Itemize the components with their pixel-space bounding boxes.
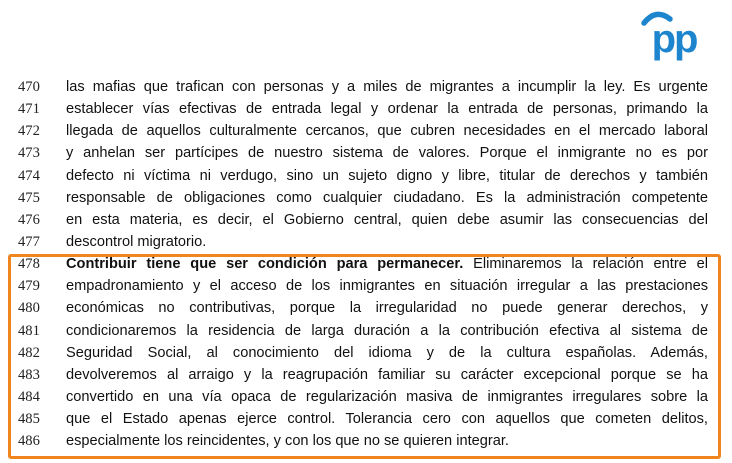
line-text: llegada de aquellos culturalmente cercanos, que cubren necesidades en el mercado laboral [66, 123, 708, 140]
line-text: empadronamiento y el acceso de los inmigrantes en situación irregular a las prestaciones [66, 278, 708, 295]
document-body [0, 76, 732, 452]
line-number: 484 [18, 388, 40, 405]
line-text: establecer vías efectivas de entrada legal y ordenar la entrada de personas, primando la [66, 101, 708, 118]
line-text: en esta materia, es decir, el Gobierno central, quien debe asumir las consecuencias del [66, 211, 708, 228]
line-text [66, 253, 708, 275]
line-number: 480 [18, 300, 40, 317]
text-line-471 [0, 98, 732, 120]
text-line-486 [0, 430, 732, 452]
line-text: defecto ni víctima ni verdugo, sino un sujeto digno y libre, titular de derechos y también [66, 167, 708, 184]
text-line-484 [0, 386, 732, 408]
line-text: que el Estado apenas ejerce control. Tolerancia cero con aquellos que cometen delitos, [66, 411, 708, 428]
heading-continuation: Eliminaremos la relación entre el [473, 256, 708, 273]
line-number: 477 [18, 233, 40, 250]
line-number: 481 [18, 322, 40, 339]
line-text: y anhelan ser partícipes de nuestro sistema de valores. Porque el inmigrante no es por [66, 145, 708, 162]
line-number: 483 [18, 366, 40, 383]
text-line-478 [0, 253, 732, 275]
line-text: condicionaremos la residencia de larga duración a la contribución efectiva al sistema de [66, 322, 708, 339]
text-line-475 [0, 187, 732, 209]
line-number: 478 [18, 256, 40, 273]
text-line-483 [0, 364, 732, 386]
text-line-480 [0, 297, 732, 319]
line-text: descontrol migratorio. [66, 233, 207, 250]
text-line-473 [0, 142, 732, 164]
line-number: 474 [18, 167, 40, 184]
text-line-481 [0, 320, 732, 342]
text-line-485 [0, 408, 732, 430]
line-number: 470 [18, 79, 40, 95]
line-number: 471 [18, 101, 40, 118]
line-text: las mafias que trafican con personas y a miles de migrantes a incumplir la ley. Es urgente [66, 79, 708, 95]
party-logo [636, 10, 710, 62]
text-line-474 [0, 165, 732, 187]
line-text: convertido en una vía opaca de regularización masiva de inmigrantes irregulares sobre la [66, 388, 708, 405]
line-number: 475 [18, 189, 40, 206]
line-number: 472 [18, 123, 40, 140]
line-number: 476 [18, 211, 40, 228]
logo-text: pp [651, 17, 697, 61]
line-number: 479 [18, 278, 40, 295]
text-line-476 [0, 209, 732, 231]
text-line-477 [0, 231, 732, 253]
line-number: 485 [18, 411, 40, 428]
text-line-472 [0, 120, 732, 142]
line-text: económicas no contributivas, porque la irregularidad no puede generar derechos, y [66, 300, 708, 317]
line-text: Seguridad Social, al conocimiento del idioma y de la cultura españolas. Además, [66, 344, 708, 361]
section-heading: Contribuir tiene que ser condición para permanecer. [66, 256, 464, 273]
text-line-470 [0, 76, 732, 98]
text-line-479 [0, 275, 732, 297]
line-number: 482 [18, 344, 40, 361]
line-text: devolveremos al arraigo y la reagrupación familiar su carácter excepcional porque se ha [66, 366, 708, 383]
text-line-482 [0, 342, 732, 364]
line-number: 486 [18, 433, 40, 450]
line-number: 473 [18, 145, 40, 162]
line-text: especialmente los reincidentes, y con los que no se quieren integrar. [66, 433, 509, 450]
line-text: responsable de obligaciones como cualquier ciudadano. Es la administración competente [66, 189, 708, 206]
